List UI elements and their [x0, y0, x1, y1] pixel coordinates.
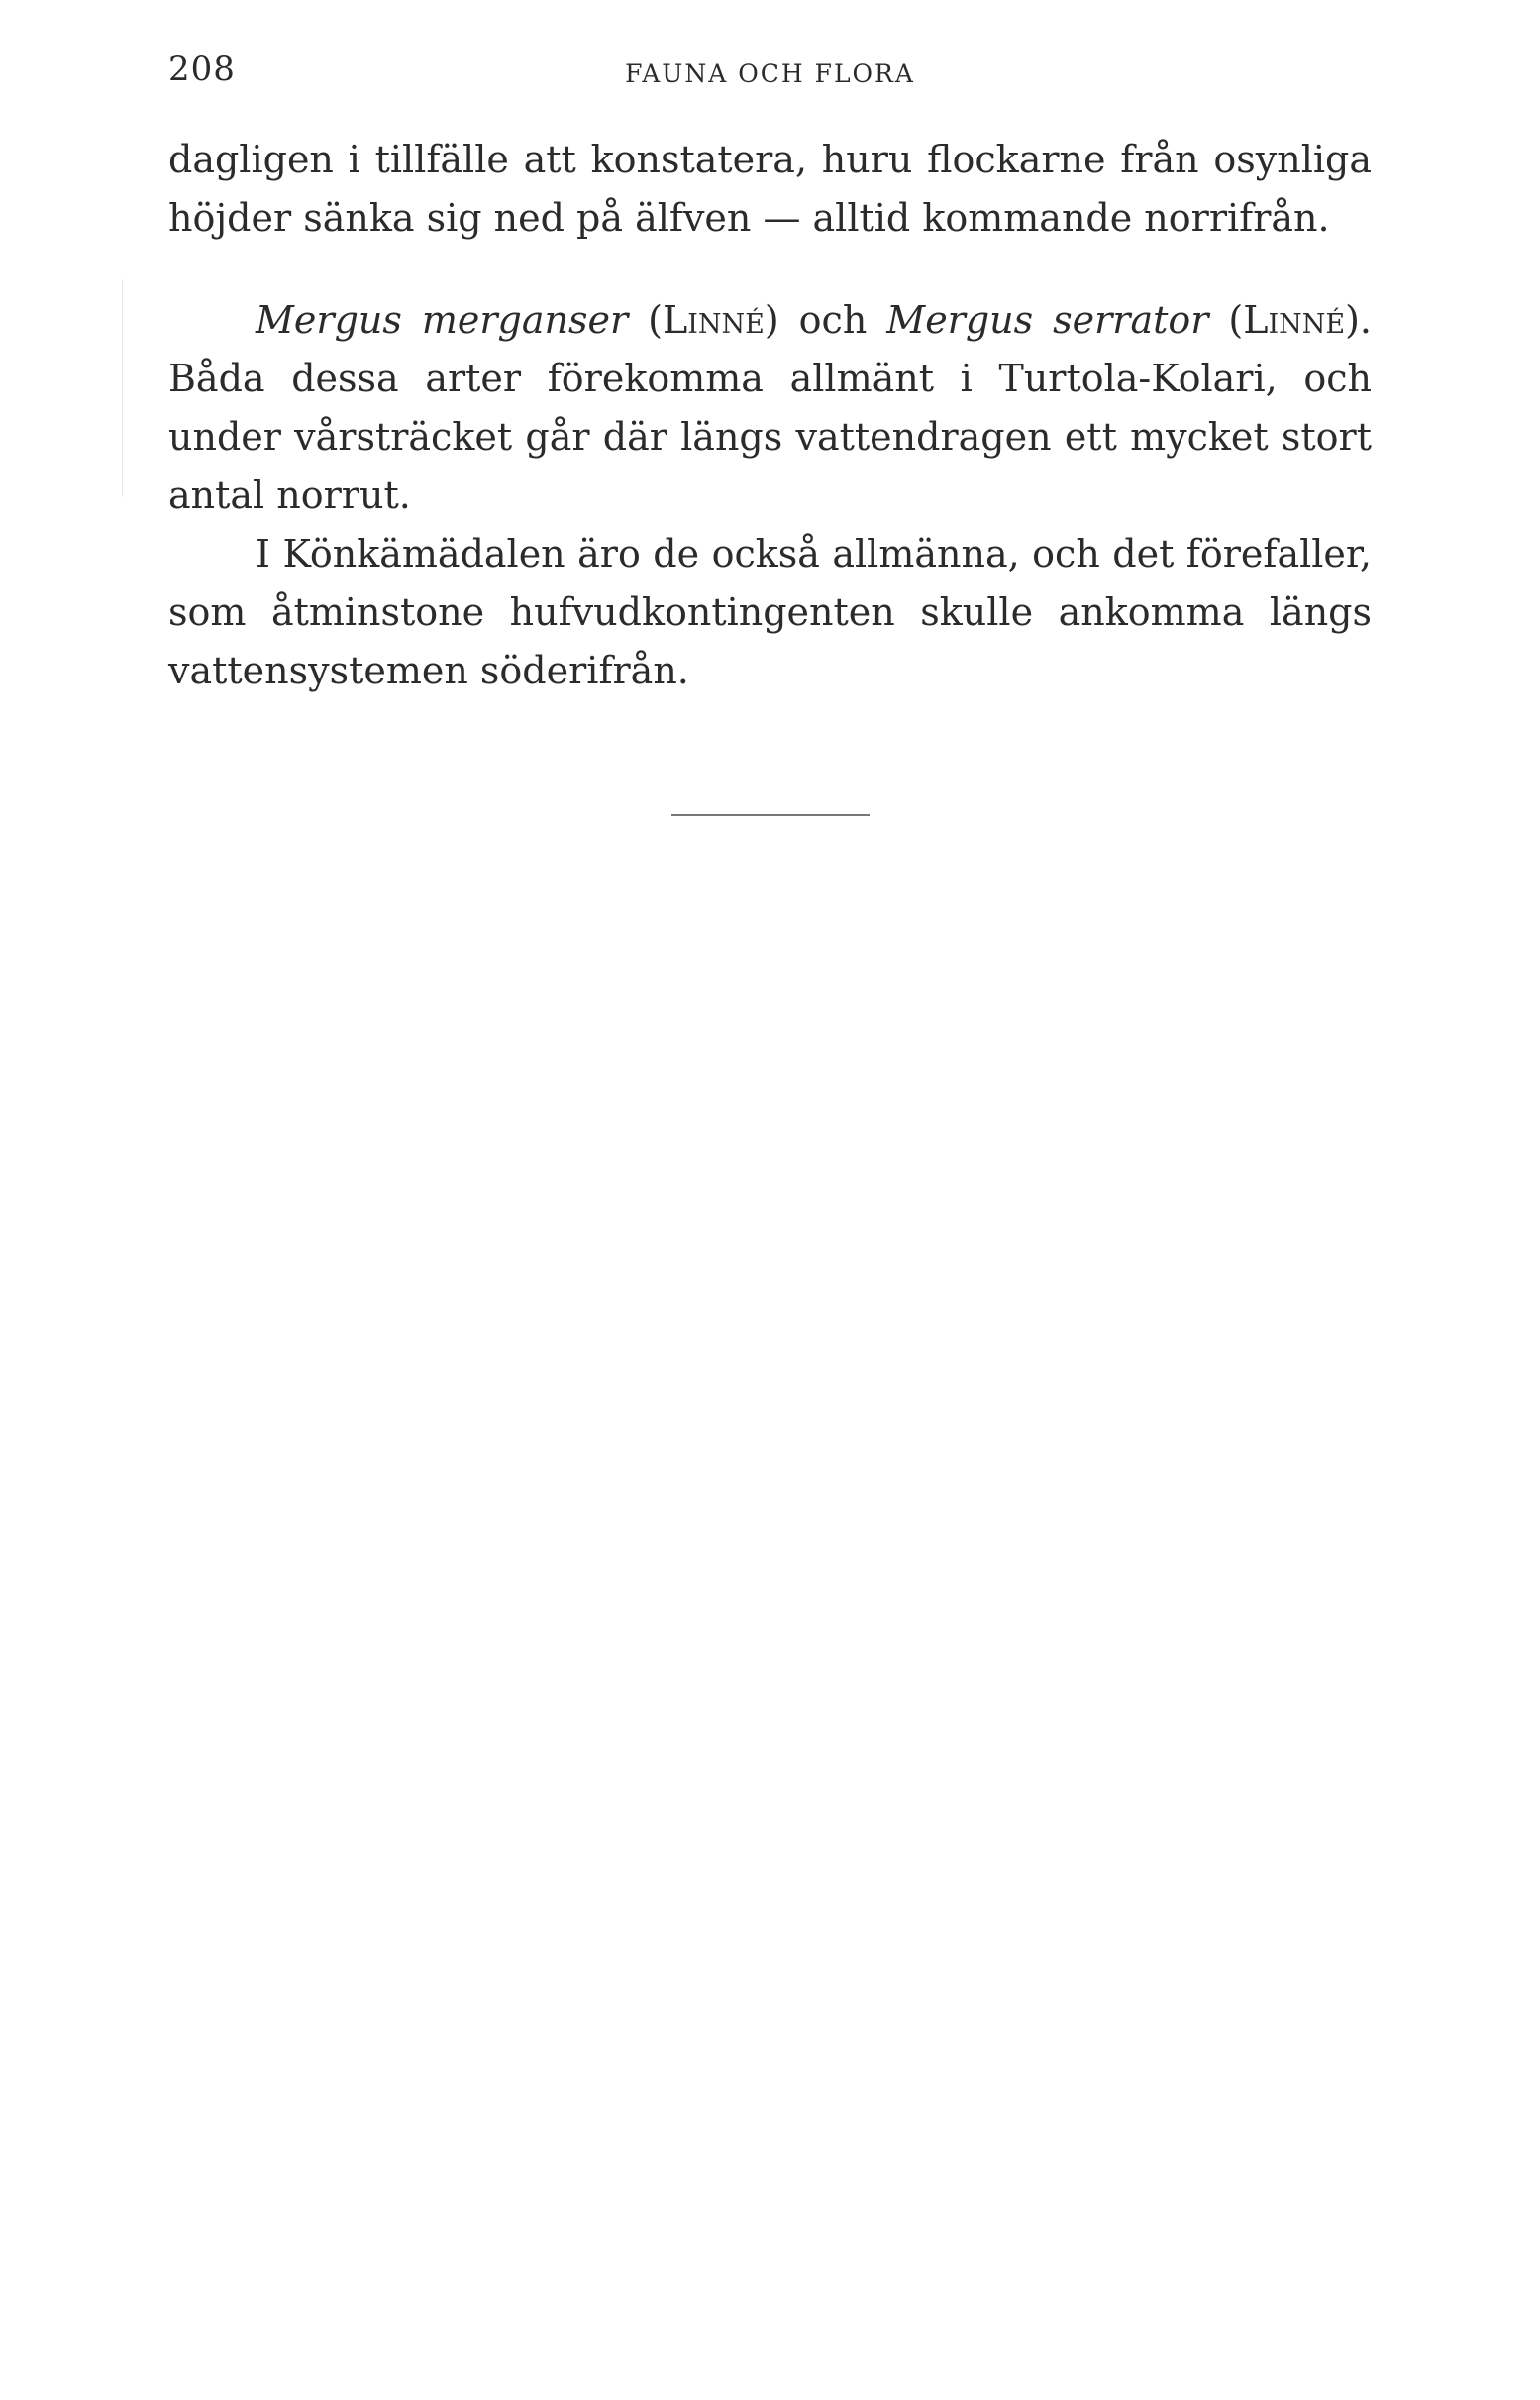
- punctuation: ).: [1345, 298, 1373, 342]
- paragraph-continued: dagligen i tillfälle att konstatera, huru flockarne från osynliga höjder sänka sig ned på älfven — alltid kommande norrifrån.: [168, 138, 1372, 240]
- paragraph-konkamadalen: I Könkämädalen äro de också allmänna, och det förefaller, som åtminstone hufvudkontingenten skulle ankomma längs vattensystemen söderifrån.: [168, 532, 1372, 692]
- punctuation: (: [628, 298, 663, 342]
- body-text: [168, 131, 1372, 700]
- running-title: FAUNA OCH FLORA: [625, 59, 915, 88]
- section-end-rule: [671, 814, 870, 816]
- punctuation: (: [1208, 298, 1244, 342]
- paragraph-mergus: [168, 291, 1372, 525]
- species-name: Mergus serrator: [886, 298, 1209, 342]
- scan-mark: [122, 279, 123, 497]
- page-number: 208: [168, 50, 236, 89]
- author-name: Linné: [662, 298, 765, 342]
- author-name: Linné: [1243, 298, 1346, 342]
- connector-text: ) och: [764, 298, 887, 342]
- species-name: Mergus merganser: [256, 298, 629, 342]
- paragraph-text: Båda dessa arter förekomma allmänt i Turtola-Kolari, och under vårsträcket går där längs vattendragen ett mycket stort antal norrut.: [168, 357, 1372, 517]
